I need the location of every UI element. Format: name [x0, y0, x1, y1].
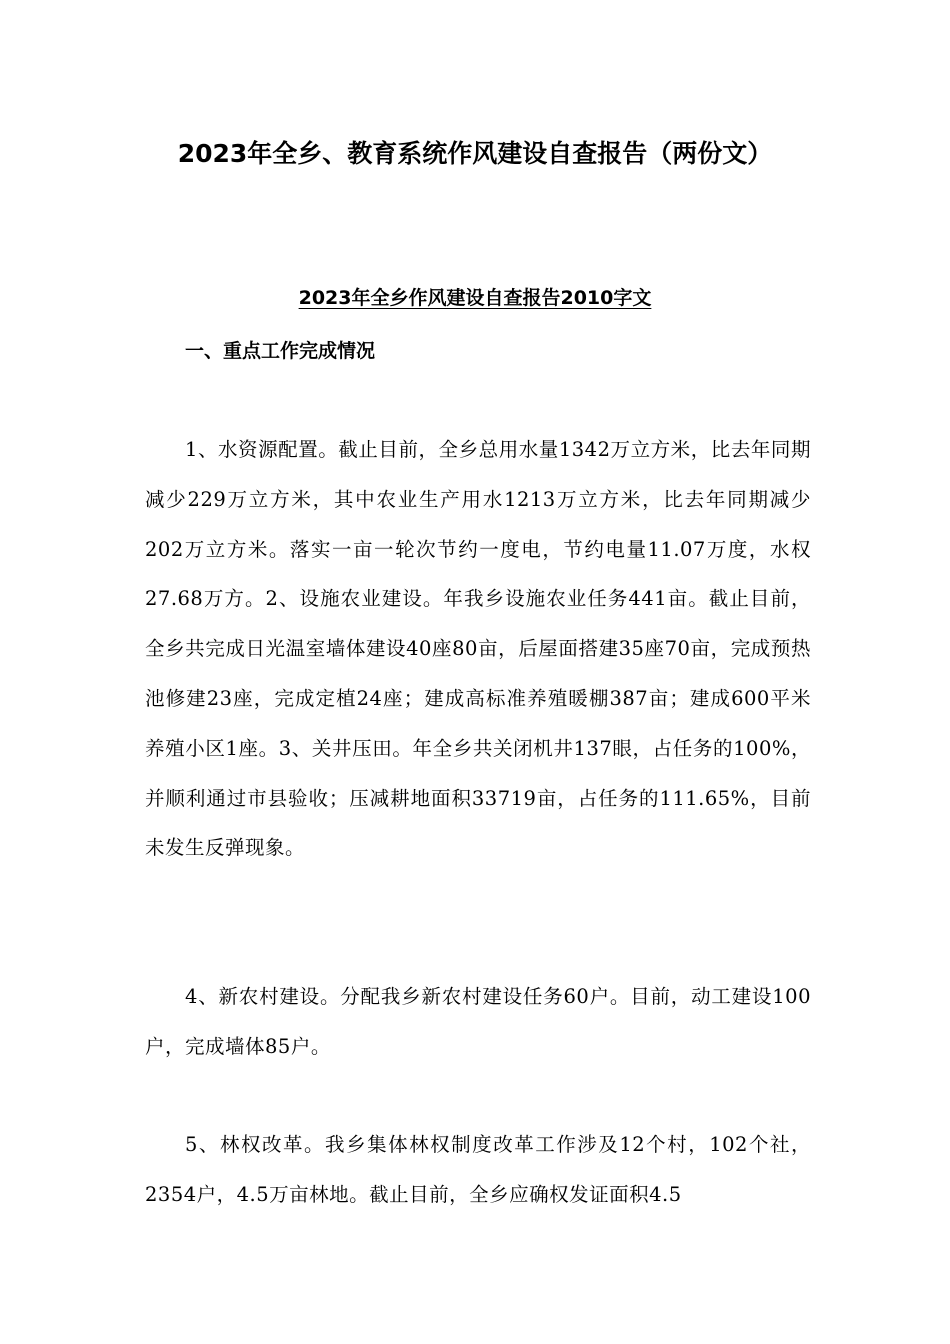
section-heading: 一、重点工作完成情况: [185, 340, 376, 362]
document-title: 2023年全乡、教育系统作风建设自查报告（两份文）: [177, 139, 773, 168]
paragraph-water-facilities-wells: 1、水资源配置。截止目前，全乡总用水量1342万立方米，比去年同期减少229万立方米，其中农业生产用水1213万立方米，比去年同期减少202万立方米。落实一亩一轮次节约一度电，节约电量11.07万度，水权27.68万方。2、设施农业建设。年我乡设施农业任务441亩。截止目前，全乡共完成日光温室墙体建设40座80亩，后屋面搭建35座70亩，完成预热池修建23座，完成定植24座；建成高标准养殖暖棚387亩；建成600平米养殖小区1座。3、关井压田。年全乡共关闭机井137眼，占任务的100%，并顺利通过市县验收；压减耕地面积33719亩，占任务的111.65%，目前未发生反弹现象。: [145, 438, 811, 860]
paragraph-new-rural-construction: 4、新农村建设。分配我乡新农村建设任务60户。目前，动工建设100户，完成墙体85户。: [145, 985, 811, 1058]
report-subtitle: 2023年全乡作风建设自查报告2010字文: [298, 287, 652, 309]
paragraph-forest-rights-reform: 5、林权改革。我乡集体林权制度改革工作涉及12个村，102个社，2354户，4.5万亩林地。截止目前，全乡应确权发证面积4.5: [145, 1133, 811, 1206]
